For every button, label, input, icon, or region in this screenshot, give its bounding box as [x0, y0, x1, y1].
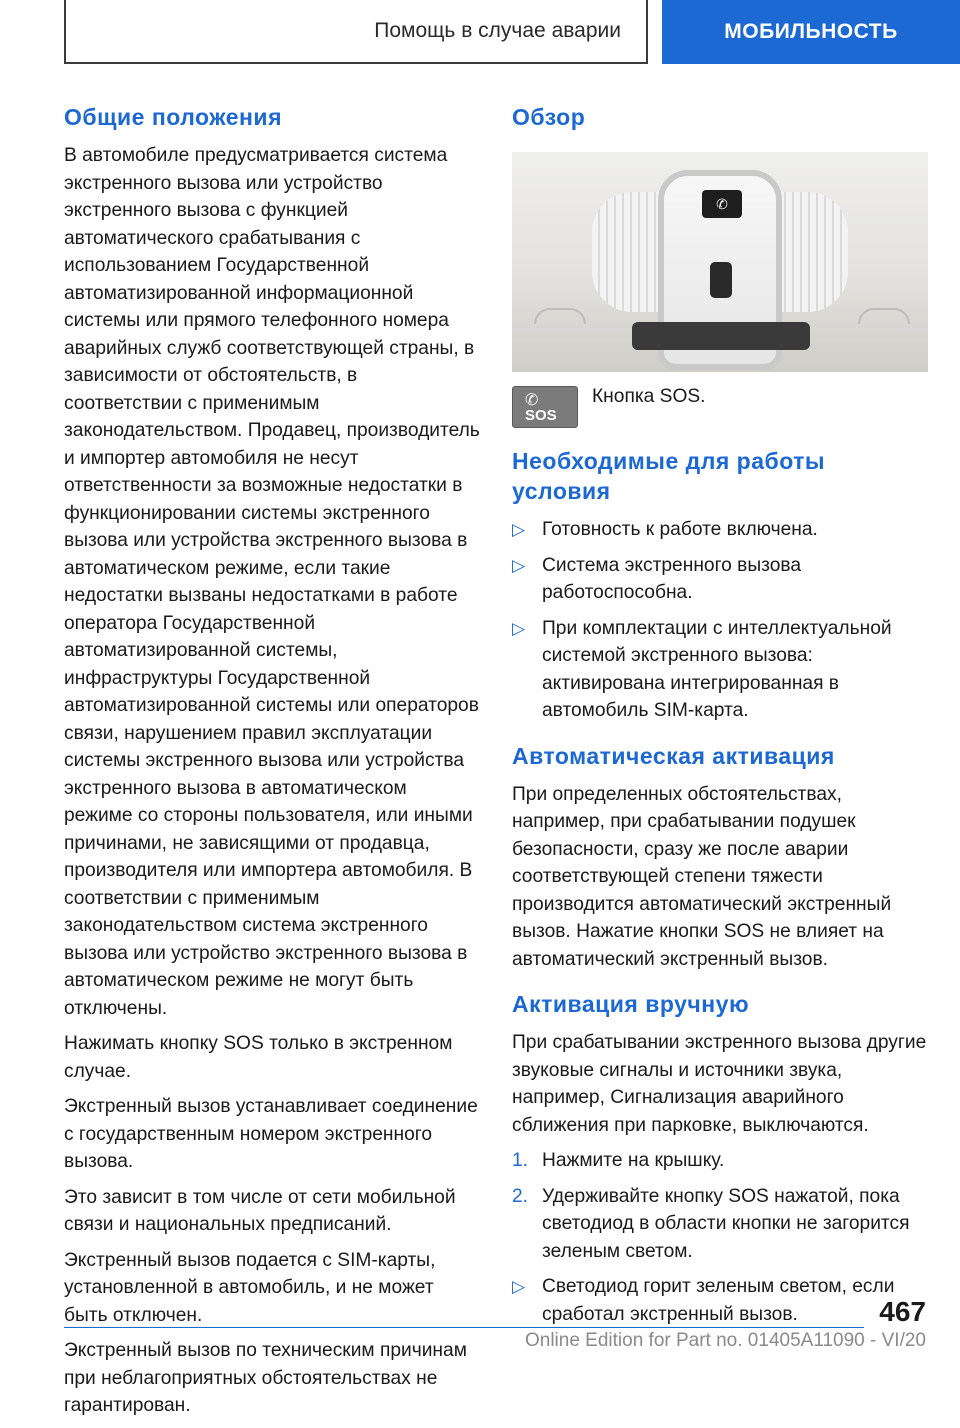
page-number: 467	[879, 1296, 926, 1327]
general-paragraph: Экстренный вызов подается с SIM-карты, установленной в автомобиль, и не может быть отключен.	[64, 1249, 436, 1326]
button-panel	[632, 322, 810, 350]
general-paragraph: Нажимать кнопку SOS только в экстренном случае.	[64, 1033, 453, 1082]
step-item: 1. Нажмите на крышку.	[512, 1150, 725, 1171]
sos-cover-icon: ✆	[702, 190, 742, 218]
chapter-tab[interactable]: МОБИЛЬНОСТЬ	[662, 0, 960, 64]
section-title: Помощь в случае аварии	[374, 19, 621, 42]
manual-activation-heading: Активация вручную	[512, 991, 750, 1017]
list-item: ▷ При комплектации с интеллектуальной системой экстренного вызова: активирована интегрированная в автомобиль SIM-карта.	[512, 615, 928, 725]
auto-activation-text: При определенных обстоятельствах, например, при срабатывании подушек безопасности, сразу же после аварии соответствующей степени тяжести производится автоматический экстренный вызов. Нажатие кнопки SOS не влияет на автоматический экстренный вызов.	[512, 783, 892, 970]
requirements-list	[512, 516, 928, 725]
phone-icon: ✆	[525, 392, 539, 409]
list-item: ▷ Готовность к работе включена.	[512, 516, 928, 544]
manual-activation-text: При срабатывании экстренного вызова другие звуковые сигналы и источники звука, например, Сигнализация аварийного сближения при парковке, выключаются.	[512, 1032, 927, 1136]
general-heading: Общие положения	[64, 104, 282, 130]
right-column	[512, 102, 928, 1340]
step-item: 2. Удерживайте кнопку SOS нажатой, пока светодиод в области кнопки не загорится зеленым светом.	[512, 1185, 910, 1262]
roof-console-image	[512, 152, 928, 372]
general-paragraph: Экстренный вызов по техническим причинам при неблагоприятных обстоятельствах не гарантирован.	[64, 1340, 467, 1416]
edition-footer: Online Edition for Part no. 01405A11090 - VI/20	[524, 1330, 926, 1351]
sos-icon-label: SOS	[525, 407, 557, 424]
roof-handle-right	[858, 308, 910, 324]
microphone-icon	[710, 262, 732, 298]
requirements-heading: Необходимые для работы условия	[512, 448, 826, 504]
list-item: ▷ Система экстренного вызова работоспособна.	[512, 552, 928, 607]
general-paragraph: Экстренный вызов устанавливает соединение с государственным номером экстренного вызова.	[64, 1096, 478, 1172]
result-item: ▷ Светодиод горит зеленым светом, если сработал экстренный вызов.	[512, 1273, 928, 1328]
triangle-bullet-icon: ▷	[512, 520, 526, 539]
triangle-bullet-icon: ▷	[512, 1277, 526, 1296]
steps-list	[512, 1147, 928, 1328]
general-paragraph: В автомобиле предусматривается система экстренного вызова или устройство экстренного вызова с функцией автоматического срабатывания с использованием Государственной автоматизированной информационной системы или прямого телефонного номера аварийных служб соответствующей страны, в зависимости от обстоятельств, в соответствии с применимым законодательством. Продавец, производитель и импортер автомобиля не несут ответственности за возможные недостатки в функционировании системы экстренного вызова или устройства экстренного вызова в автоматическом режиме, если такие недостатки вызваны недостатками в работе оператора Государственной автоматизированной системы, инфраструктуры Государственной автоматизированной системы или операторов связи, нарушением правил эксплуатации системы экстренного вызова или устройства экстренного вызова в автоматическом режиме со стороны пользователя, или иными причинами, не зависящими от продавца, производителя или импортера автомобиля. В соответствии с применимым законодательством система экстренного вызова или устройство экстренного вызова в автоматическом режиме не могут быть отключены.	[64, 145, 480, 1019]
overview-heading: Обзор	[512, 104, 586, 130]
footer-divider	[64, 1327, 864, 1328]
left-column	[64, 102, 480, 1428]
sos-caption: Кнопка SOS.	[592, 386, 706, 407]
triangle-bullet-icon: ▷	[512, 618, 526, 638]
roof-handle-left	[534, 308, 586, 324]
triangle-bullet-icon: ▷	[512, 555, 526, 575]
sos-button-icon	[512, 386, 578, 428]
sos-legend	[512, 386, 928, 428]
general-paragraph: Это зависит в том числе от сети мобильной связи и национальных предписаний.	[64, 1186, 456, 1235]
auto-activation-heading: Автоматическая активация	[512, 742, 835, 769]
